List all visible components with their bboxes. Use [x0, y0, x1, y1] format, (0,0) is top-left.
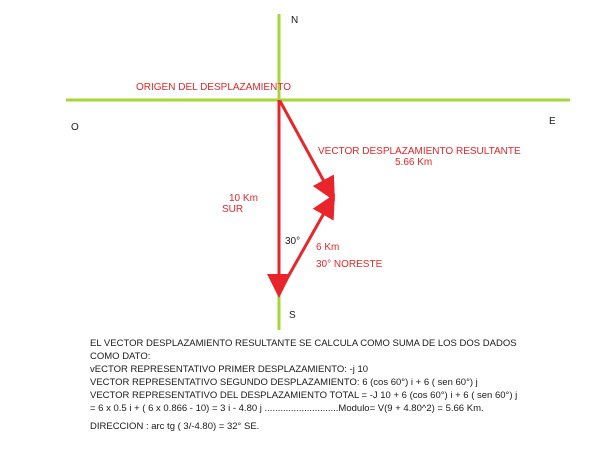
angle-label: 30° — [285, 236, 301, 247]
west-label: O — [71, 122, 79, 133]
explanation-line: COMO DATO: — [90, 351, 151, 362]
explanation-text — [90, 337, 590, 415]
north-label: N — [291, 15, 299, 26]
first-magnitude-label: 10 Km — [229, 193, 258, 204]
origin-label: ORIGEN DEL DESPLAZAMIENTO — [136, 82, 292, 93]
east-label: E — [549, 116, 556, 127]
south-label: S — [289, 310, 296, 321]
explanation-line: VECTOR REPRESENTATIVO DEL DESPLAZAMIENTO TOTAL = -J 10 + 6 (cos 60°) i + 6 ( sen 60°) j — [90, 390, 518, 401]
resultant-title-label: VECTOR DESPLAZAMIENTO RESULTANTE — [318, 146, 521, 157]
second-magnitude-label: 6 Km — [316, 242, 340, 253]
direction-text: DIRECCION : arc tg ( 3/-4.80) = 32° SE. — [90, 421, 260, 432]
explanation-line: VECTOR REPRESENTATIVO SEGUNDO DESPLAZAMIENTO: 6 (cos 60°) i + 6 ( sen 60°) j — [90, 377, 478, 388]
first-direction-label: SUR — [222, 204, 244, 215]
resultant-value-label: 5.66 Km — [395, 157, 433, 168]
second-direction-label: 30° NORESTE — [316, 259, 383, 270]
explanation-line: vECTOR REPRESENTATIVO PRIMER DESPLAZAMIENTO: -j 10 — [90, 364, 369, 375]
explanation-line: = 6 x 0.5 i + ( 6 x 0.866 - 10) = 3 i - 4.80 j ............................Modulo= V(9 + 4.80^2) = 5.66 Km. — [90, 403, 484, 414]
explanation-line: EL VECTOR DESPLAZAMIENTO RESULTANTE SE CALCULA COMO SUMA DE LOS DOS DADOS — [90, 338, 517, 349]
